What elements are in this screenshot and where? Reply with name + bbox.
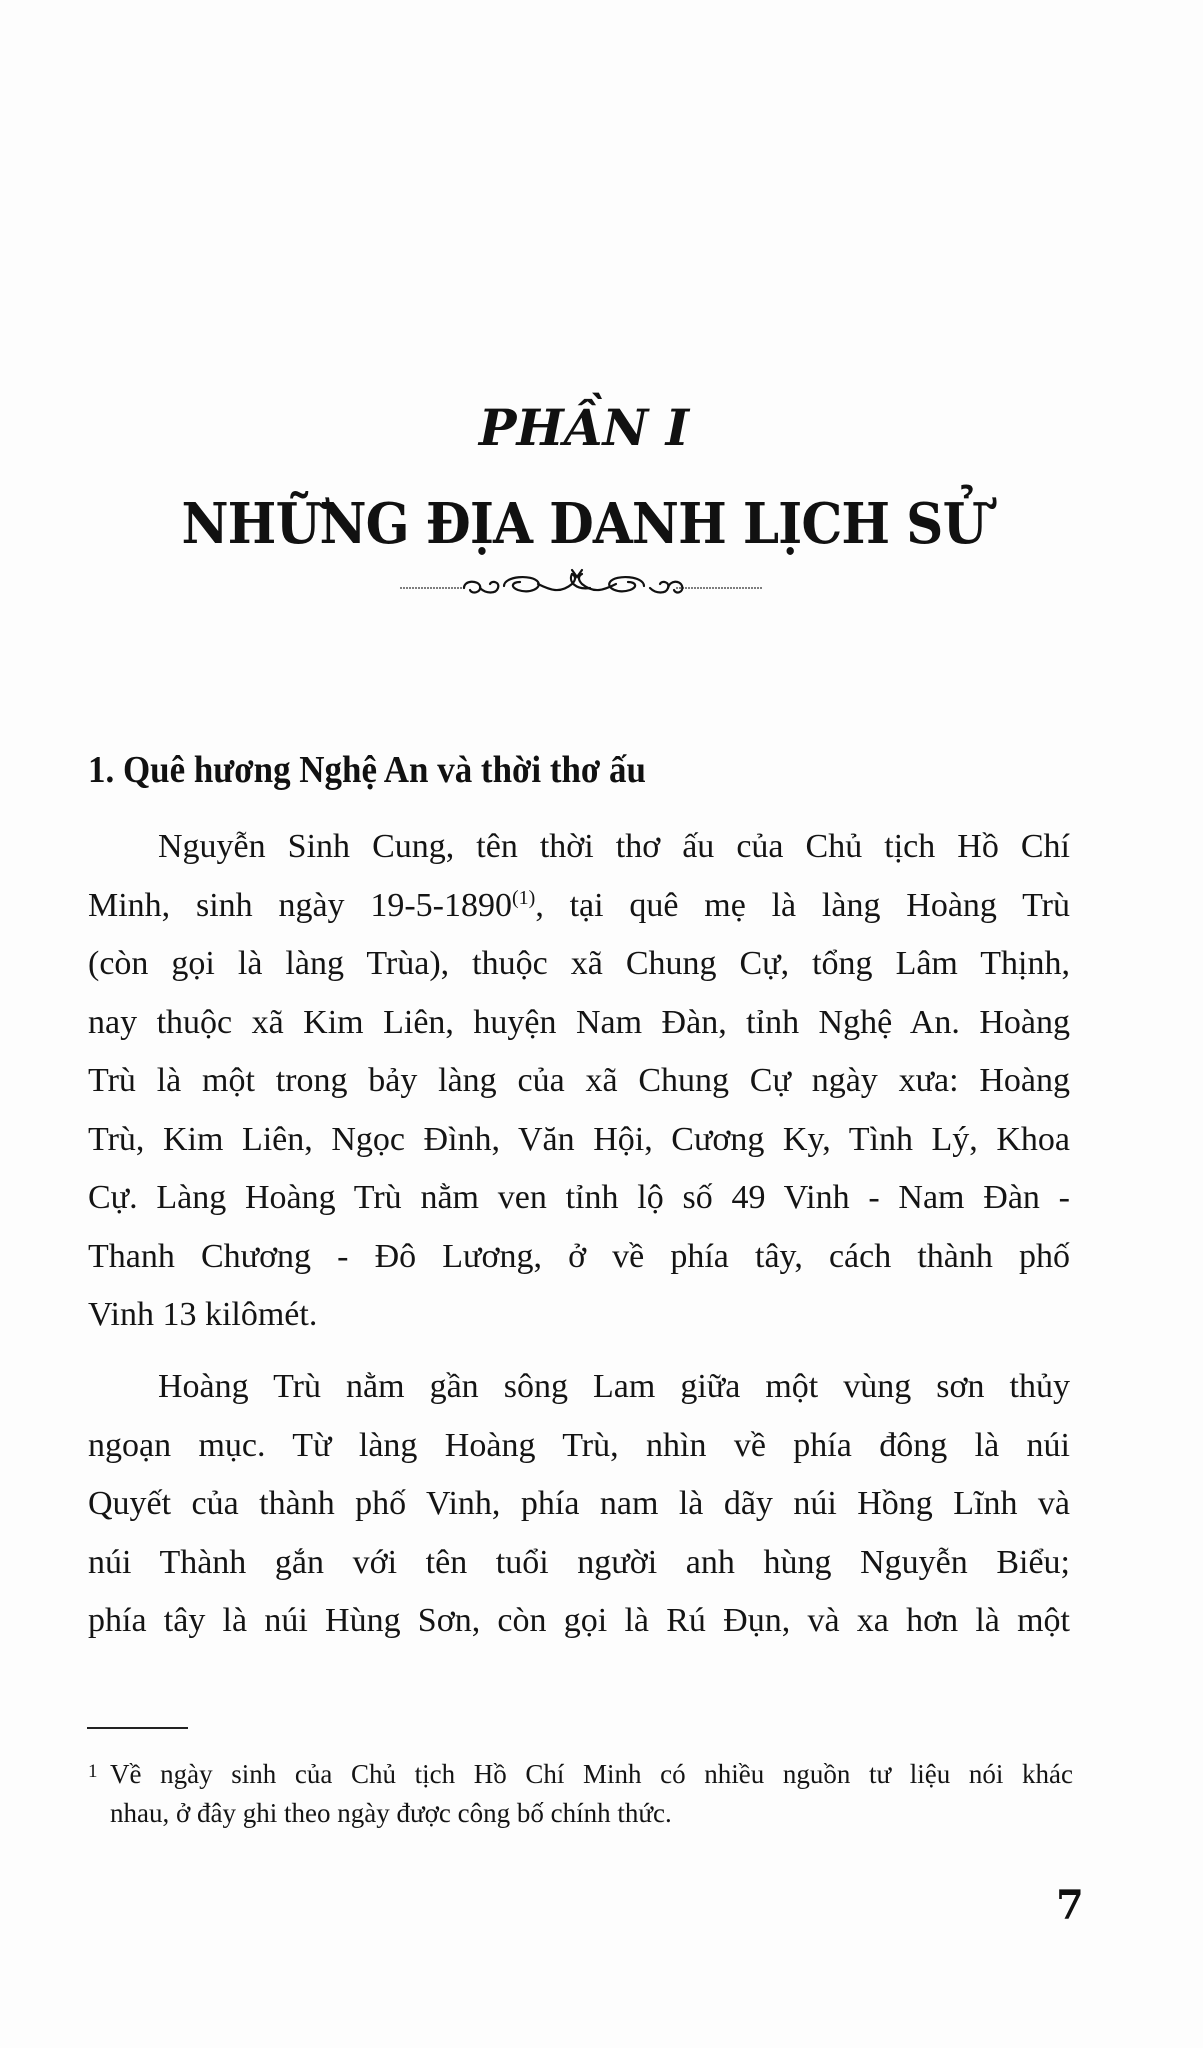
page-number: 7 <box>1056 1882 1084 1929</box>
part-label: PHẦN I <box>478 398 690 457</box>
footnote-line <box>88 1752 1073 1794</box>
text-line: Hoàng Trù nằm gần sông Lam giữa một vùng sơn thủy <box>158 1368 1070 1405</box>
text-line: Trù, Kim Liên, Ngọc Đình, Văn Hội, Cương Ky, Tình Lý, Khoa <box>88 1120 1070 1158</box>
text-line: nay thuộc xã Kim Liên, huyện Nam Đàn, tỉnh Nghệ An. Hoàng <box>88 1003 1070 1041</box>
text-line: Thanh Chương - Đô Lương, ở về phía tây, cách thành phố <box>88 1237 1070 1275</box>
footnote-marker: 1 <box>88 1761 98 1782</box>
section-heading: 1. Quê hương Nghệ An và thời thơ ấu <box>88 749 646 791</box>
flourish-divider-icon <box>400 568 765 604</box>
text-line: núi Thành gắn với tên tuổi người anh hùng Nguyễn Biểu; <box>88 1543 1070 1581</box>
text-fragment: , tại quê mẹ là làng Hoàng Trù <box>535 886 1070 924</box>
footnote-separator <box>87 1727 188 1729</box>
footnote-line: nhau, ở đây ghi theo ngày được công bố chính thức. <box>110 1798 672 1828</box>
text-line: phía tây là núi Hùng Sơn, còn gọi là Rú Đụn, và xa hơn là một <box>88 1602 1070 1639</box>
paragraph-1 <box>88 818 1070 1345</box>
footnote-text: Về ngày sinh của Chủ tịch Hồ Chí Minh có nhiều nguồn tư liệu nói khác <box>110 1759 1073 1789</box>
text-line: Trù là một trong bảy làng của xã Chung Cự ngày xưa: Hoàng <box>88 1062 1070 1099</box>
text-line: Nguyễn Sinh Cung, tên thời thơ ấu của Chủ tịch Hồ Chí <box>158 828 1070 865</box>
text-line: (còn gọi là làng Trùa), thuộc xã Chung Cự, tổng Lâm Thịnh, <box>88 945 1070 982</box>
text-line: Cự. Làng Hoàng Trù nằm ven tỉnh lộ số 49 Vinh - Nam Đàn - <box>88 1179 1070 1216</box>
footnote <box>88 1752 1073 1833</box>
text-line: Vinh 13 kilômét. <box>88 1296 318 1333</box>
text-line: ngoạn mục. Từ làng Hoàng Trù, nhìn về phía đông là núi <box>88 1426 1070 1464</box>
part-title: NHỮNG ĐỊA DANH LỊCH SỬ <box>181 491 987 557</box>
footnote-reference[interactable]: (1) <box>511 886 536 909</box>
text-fragment: Minh, sinh ngày 19-5-1890 <box>88 886 512 924</box>
paragraph-2 <box>88 1358 1070 1651</box>
text-line <box>88 877 1070 936</box>
text-line: Quyết của thành phố Vinh, phía nam là dãy núi Hồng Lĩnh và <box>88 1485 1070 1522</box>
